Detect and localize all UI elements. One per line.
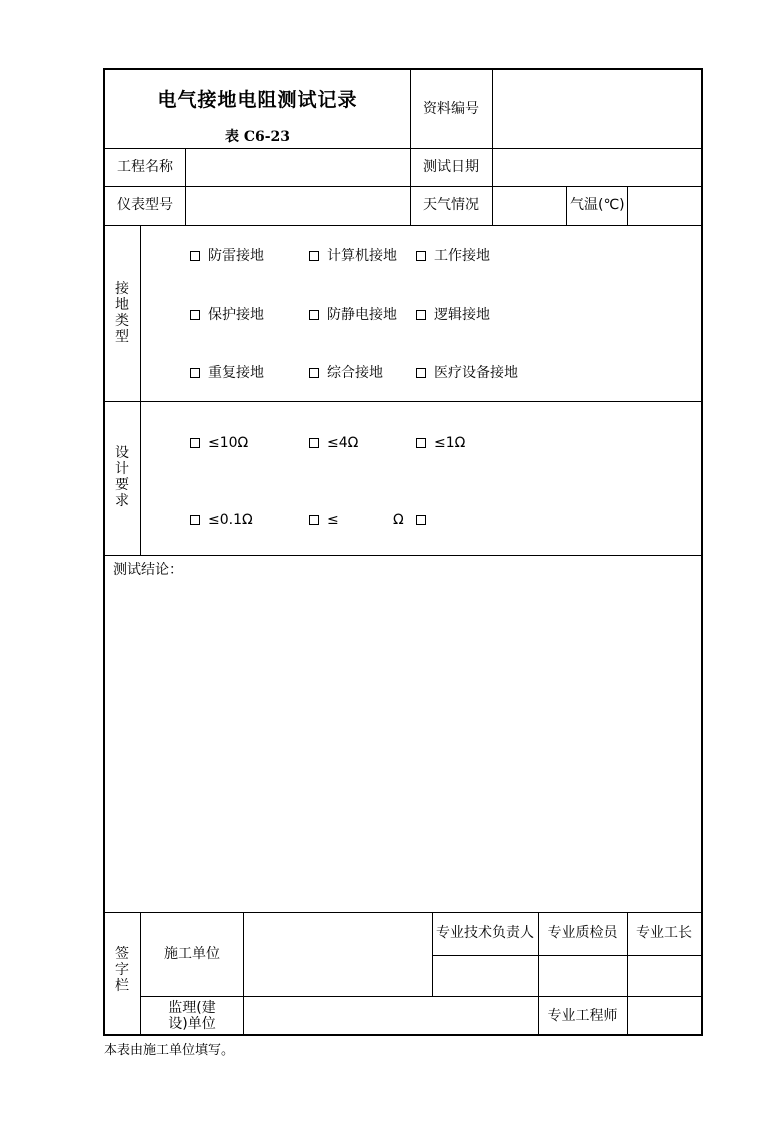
quality-inspector-label: 专业质检员 xyxy=(547,925,618,941)
supervision-unit-label: 监理(建设)单位 xyxy=(168,1000,216,1032)
grounding-type-option-label: 防静电接地 xyxy=(327,307,397,323)
design-requirement-option-label: ≤0.1Ω xyxy=(208,512,253,528)
meter-model-field[interactable] xyxy=(186,187,410,225)
weather-label: 天气情况 xyxy=(423,197,479,213)
grounding-type-option[interactable] xyxy=(190,307,264,323)
project-name-field[interactable] xyxy=(186,149,410,186)
design-requirement-label: 设 计 要 求 xyxy=(115,445,129,509)
custom-ohm-unit: Ω xyxy=(393,512,404,528)
quality-inspector-signature[interactable] xyxy=(539,956,627,996)
grounding-type-option-label: 防雷接地 xyxy=(208,248,264,264)
grounding-type-option-label: 综合接地 xyxy=(327,365,383,381)
checkbox-icon[interactable] xyxy=(309,368,319,378)
project-name-label: 工程名称 xyxy=(117,159,173,175)
grounding-type-option-label: 工作接地 xyxy=(434,248,490,264)
checkbox-icon[interactable] xyxy=(416,438,426,448)
tech-lead-signature[interactable] xyxy=(433,956,538,996)
test-date-field[interactable] xyxy=(493,149,699,186)
doc-no-label: 资料编号 xyxy=(423,101,479,117)
checkbox-icon[interactable] xyxy=(190,251,200,261)
supervision-unit-field[interactable] xyxy=(244,997,538,1035)
divider xyxy=(105,401,701,402)
grounding-resistance-form xyxy=(103,68,703,1036)
meter-model-label: 仪表型号 xyxy=(117,197,173,213)
checkbox-icon[interactable] xyxy=(190,438,200,448)
design-requirement-option[interactable] xyxy=(309,512,339,528)
grounding-type-option[interactable] xyxy=(416,365,518,381)
checkbox-icon[interactable] xyxy=(416,310,426,320)
divider xyxy=(566,186,567,225)
grounding-type-option[interactable] xyxy=(309,248,397,264)
signature-section-label: 签 字 栏 xyxy=(115,946,129,994)
grounding-type-option[interactable] xyxy=(309,365,383,381)
engineer-signature[interactable] xyxy=(628,997,699,1035)
footer-note: 本表由施工单位填写。 xyxy=(104,1043,235,1058)
tech-lead-label: 专业技术负责人 xyxy=(436,925,534,941)
test-conclusion-label: 测试结论： xyxy=(113,562,183,578)
grounding-type-option[interactable] xyxy=(190,248,264,264)
grounding-type-label: 接 地 类 型 xyxy=(115,281,129,345)
checkbox-icon[interactable] xyxy=(309,251,319,261)
construction-unit-field[interactable] xyxy=(244,913,432,996)
divider xyxy=(140,225,141,555)
checkbox-icon[interactable] xyxy=(190,515,200,525)
page-title: 电气接地电阻测试记录 xyxy=(157,89,358,111)
grounding-type-option-label: 计算机接地 xyxy=(327,248,397,264)
checkbox-icon[interactable] xyxy=(416,368,426,378)
design-requirement-option-label: ≤4Ω xyxy=(327,435,359,451)
checkbox-icon[interactable] xyxy=(309,310,319,320)
checkbox-icon[interactable] xyxy=(309,515,319,525)
design-requirement-option-label: ≤1Ω xyxy=(434,435,466,451)
foreman-signature[interactable] xyxy=(628,956,699,996)
grounding-type-option-label: 保护接地 xyxy=(208,307,264,323)
weather-field[interactable] xyxy=(493,187,566,225)
checkbox-icon[interactable] xyxy=(309,438,319,448)
divider xyxy=(105,555,701,556)
grounding-type-option[interactable] xyxy=(416,307,490,323)
test-conclusion-field[interactable] xyxy=(106,582,700,910)
temperature-field[interactable] xyxy=(628,187,699,225)
grounding-type-option[interactable] xyxy=(309,307,397,323)
temperature-label: 气温(℃) xyxy=(570,197,625,213)
engineer-label: 专业工程师 xyxy=(547,1008,618,1024)
custom-extra-option[interactable] xyxy=(416,512,434,528)
design-requirement-option[interactable] xyxy=(190,435,248,451)
foreman-label: 专业工长 xyxy=(636,925,692,941)
checkbox-icon[interactable] xyxy=(416,515,426,525)
design-requirement-option[interactable] xyxy=(190,512,253,528)
checkbox-icon[interactable] xyxy=(190,368,200,378)
checkbox-icon[interactable] xyxy=(190,310,200,320)
form-number: 表 C6-23 xyxy=(224,129,291,145)
divider xyxy=(105,225,701,226)
doc-no-field[interactable] xyxy=(493,71,699,147)
test-date-label: 测试日期 xyxy=(423,159,479,175)
design-requirement-option-label: ≤ xyxy=(327,512,339,528)
grounding-type-option[interactable] xyxy=(416,248,490,264)
grounding-type-option-label: 重复接地 xyxy=(208,365,264,381)
design-requirement-option[interactable] xyxy=(416,435,465,451)
grounding-type-option-label: 医疗设备接地 xyxy=(434,365,518,381)
design-requirement-option-label: ≤10Ω xyxy=(208,435,249,451)
grounding-type-option[interactable] xyxy=(190,365,264,381)
construction-unit-label: 施工单位 xyxy=(164,946,220,962)
grounding-type-option-label: 逻辑接地 xyxy=(434,307,490,323)
design-requirement-option[interactable] xyxy=(309,435,358,451)
checkbox-icon[interactable] xyxy=(416,251,426,261)
